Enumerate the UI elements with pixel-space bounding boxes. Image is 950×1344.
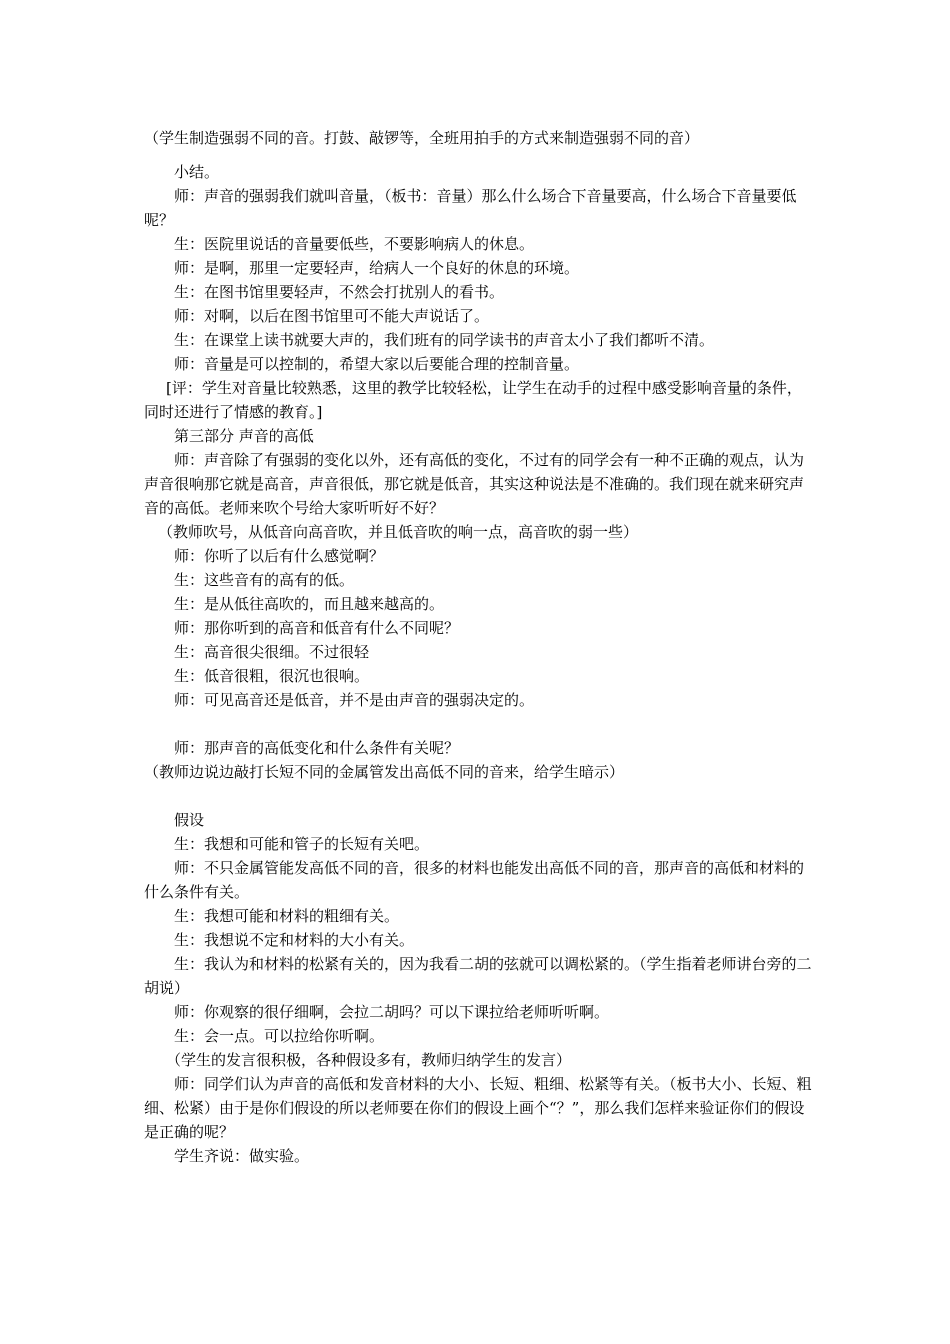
paragraph-spacer: [144, 784, 812, 808]
paragraph: 生：我想可能和材料的粗细有关。: [174, 907, 400, 925]
paragraph: 师：音量是可以控制的，希望大家以后要能合理的控制音量。: [174, 355, 580, 373]
paragraph: 生：医院里说话的音量要低些，不要影响病人的休息。: [174, 235, 535, 253]
paragraph: 生：这些音有的高有的低。: [174, 571, 355, 589]
paragraph: 师：不只金属管能发高低不同的音，很多的材料也能发出高低不同的音，那声音的高低和材料的什么条件有关。: [144, 859, 805, 901]
paragraph: 师：你观察的很仔细啊，会拉二胡吗？可以下课拉给老师听听啊。: [174, 1003, 610, 1021]
paragraph: 生：我认为和材料的松紧有关的，因为我看二胡的弦就可以调松紧的。（学生指着老师讲台旁的二胡说）: [144, 955, 812, 997]
paragraph: 师：你听了以后有什么感觉啊？: [174, 547, 385, 565]
paragraph: （教师边说边敲打长短不同的金属管发出高低不同的音来，给学生暗示）: [144, 763, 625, 781]
paragraph: 师：是啊，那里一定要轻声，给病人一个良好的休息的环境。: [174, 259, 580, 277]
paragraph: 生：在课堂上读书就要大声的，我们班有的同学读书的声音太小了我们都听不清。: [174, 331, 715, 349]
document-body: [144, 126, 812, 1168]
paragraph: 生：在图书馆里要轻声，不然会打扰别人的看书。: [174, 283, 505, 301]
paragraph: 生：我想和可能和管子的长短有关吧。: [174, 835, 430, 853]
paragraph: 师：声音的强弱我们就叫音量，（板书：音量）那么什么场合下音量要高，什么场合下音量要低呢？: [144, 187, 797, 229]
paragraph: 生：低音很粗，很沉也很响。: [174, 667, 370, 685]
paragraph: 小结。: [174, 163, 220, 181]
paragraph: 师：同学们认为声音的高低和发音材料的大小、长短、粗细、松紧等有关。（板书大小、长短、粗细、松紧）由于是你们假设的所以老师要在你们的假设上画个“？”，那么我们怎样来验证你们的假设是正确的呢？: [144, 1075, 812, 1141]
paragraph-spacer: [144, 150, 812, 160]
paragraph: （学生制造强弱不同的音。打鼓、敲锣等，全班用拍手的方式来制造强弱不同的音）: [144, 129, 700, 147]
paragraph: 师：那声音的高低变化和什么条件有关呢？: [174, 739, 460, 757]
paragraph: 学生齐说：做实验。: [174, 1147, 310, 1165]
paragraph: （教师吹号，从低音向高音吹，并且低音吹的响一点，高音吹的弱一些）: [158, 523, 639, 541]
paragraph: 师：声音除了有强弱的变化以外，还有高低的变化，不过有的同学会有一种不正确的观点，认为声音很响那它就是高音，声音很低，那它就是低音，其实这种说法是不准确的。我们现在就来研究声音的高低。老师来吹个号给大家听听好不好？: [144, 451, 805, 517]
paragraph: 假设: [174, 811, 205, 829]
paragraph: 第三部分 声音的高低: [174, 427, 314, 445]
paragraph: 生：是从低往高吹的，而且越来越高的。: [174, 595, 445, 613]
paragraph: 师：对啊，以后在图书馆里可不能大声说话了。: [174, 307, 490, 325]
paragraph: （学生的发言很积极，各种假设多有，教师归纳学生的发言）: [166, 1051, 572, 1069]
paragraph: 师：那你听到的高音和低音有什么不同呢？: [174, 619, 460, 637]
paragraph: 生：会一点。可以拉给你听啊。: [174, 1027, 385, 1045]
paragraph: 师：可见高音还是低音，并不是由声音的强弱决定的。: [174, 691, 535, 709]
paragraph-spacer: [144, 712, 812, 736]
paragraph: 生：我想说不定和材料的大小有关。: [174, 931, 415, 949]
paragraph: 生：高音很尖很细。不过很轻: [174, 643, 370, 661]
paragraph: [评：学生对音量比较熟悉，这里的教学比较轻松，让学生在动手的过程中感受影响音量的条件，同时还进行了情感的教育。]: [144, 379, 802, 421]
